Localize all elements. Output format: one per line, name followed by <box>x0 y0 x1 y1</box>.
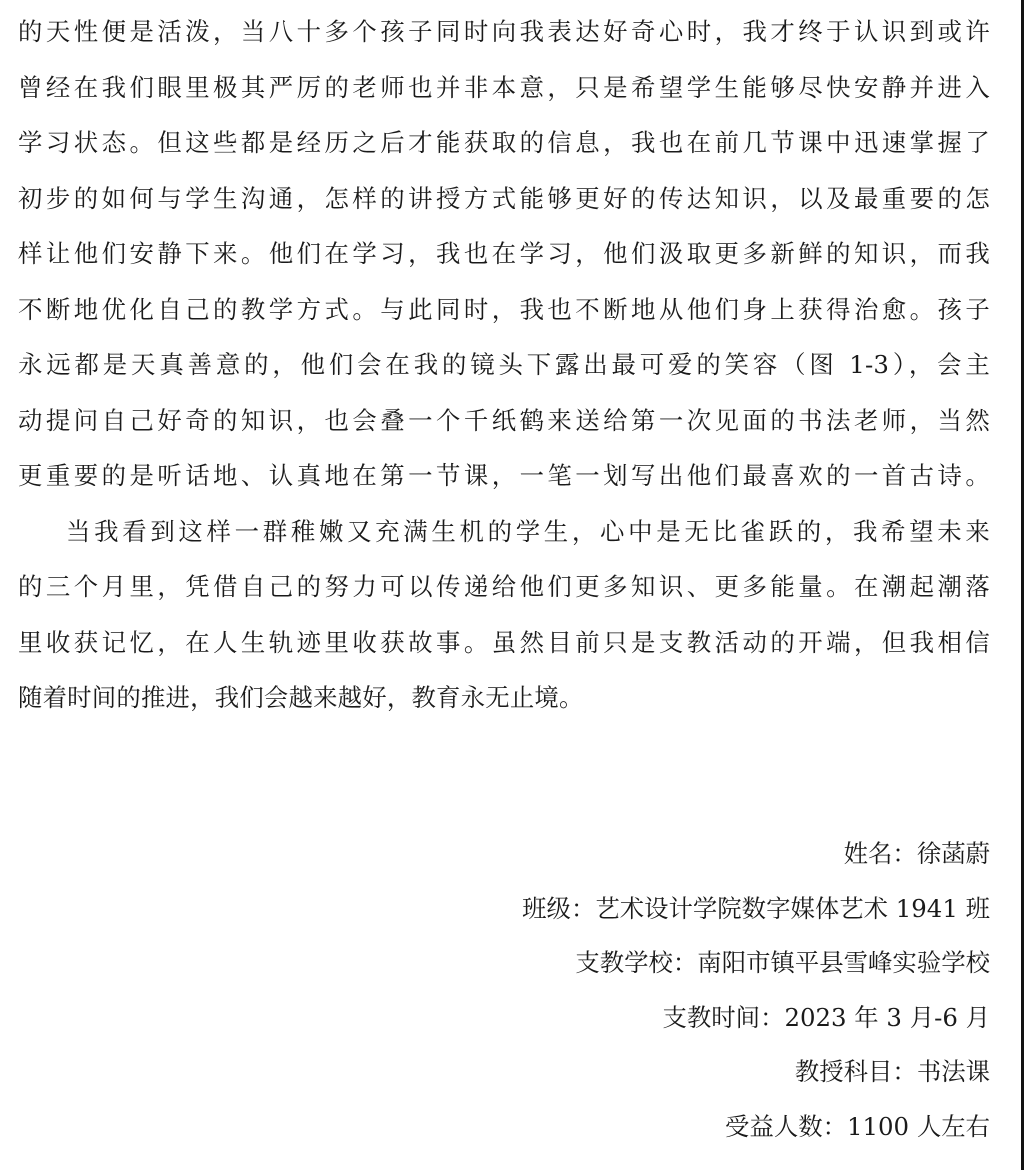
text-line: 曾经在我们眼里极其严厉的老师也并非本意，只是希望学生能够尽快安静并进入 <box>18 72 990 102</box>
text-line: 里收获记忆，在人生轨迹里收获故事。虽然目前只是支教活动的开端，但我相信 <box>18 627 990 657</box>
teaching-time: 支教时间：2023 年 3 月-6 月 <box>662 1002 990 1032</box>
text-line: 初步的如何与学生沟通，怎样的讲授方式能够更好的传达知识，以及最重要的怎 <box>18 183 990 213</box>
paragraph-2 <box>18 510 990 732</box>
beneficiary-count: 受益人数：1100 人左右 <box>725 1111 990 1141</box>
text-line: 的天性便是活泼，当八十多个孩子同时向我表达好奇心时，我才终于认识到或许 <box>18 17 990 46</box>
text-line: 永远都是天真善意的，他们会在我的镜头下露出最可爱的笑容（图 1-3），会主 <box>18 350 990 379</box>
text-line: 样让他们安静下来。他们在学习，我也在学习，他们汲取更多新鲜的知识，而我 <box>18 239 990 268</box>
text-line: 当我看到这样一群稚嫩又充满生机的学生，心中是无比雀跃的，我希望未来 <box>66 516 990 546</box>
author-class: 班级：艺术设计学院数字媒体艺术 1941 班 <box>522 893 990 923</box>
text-line: 的三个月里，凭借自己的努力可以传递给他们更多知识、更多能量。在潮起潮落 <box>18 572 990 601</box>
text-line: 更重要的是听话地、认真地在第一节课，一笔一划写出他们最喜欢的一首古诗。 <box>18 461 990 490</box>
teaching-school: 支教学校：南阳市镇平县雪峰实验学校 <box>575 948 990 977</box>
body-text <box>18 10 990 732</box>
paragraph-1 <box>18 10 990 510</box>
teaching-subject: 教授科目：书法课 <box>794 1057 990 1086</box>
text-line: 动提问自己好奇的知识，也会叠一个千纸鹤来送给第一次见面的书法老师，当然 <box>18 405 990 435</box>
text-line: 不断地优化自己的教学方式。与此同时，我也不断地从他们身上获得治愈。孩子 <box>18 294 990 324</box>
author-name: 姓名：徐菡蔚 <box>843 839 990 868</box>
text-line: 学习状态。但这些都是经历之后才能获取的信息，我也在前几节课中迅速掌握了 <box>18 128 990 157</box>
text-line: 随着时间的推进，我们会越来越好，教育永无止境。 <box>18 683 584 712</box>
signature-block <box>290 832 990 1159</box>
